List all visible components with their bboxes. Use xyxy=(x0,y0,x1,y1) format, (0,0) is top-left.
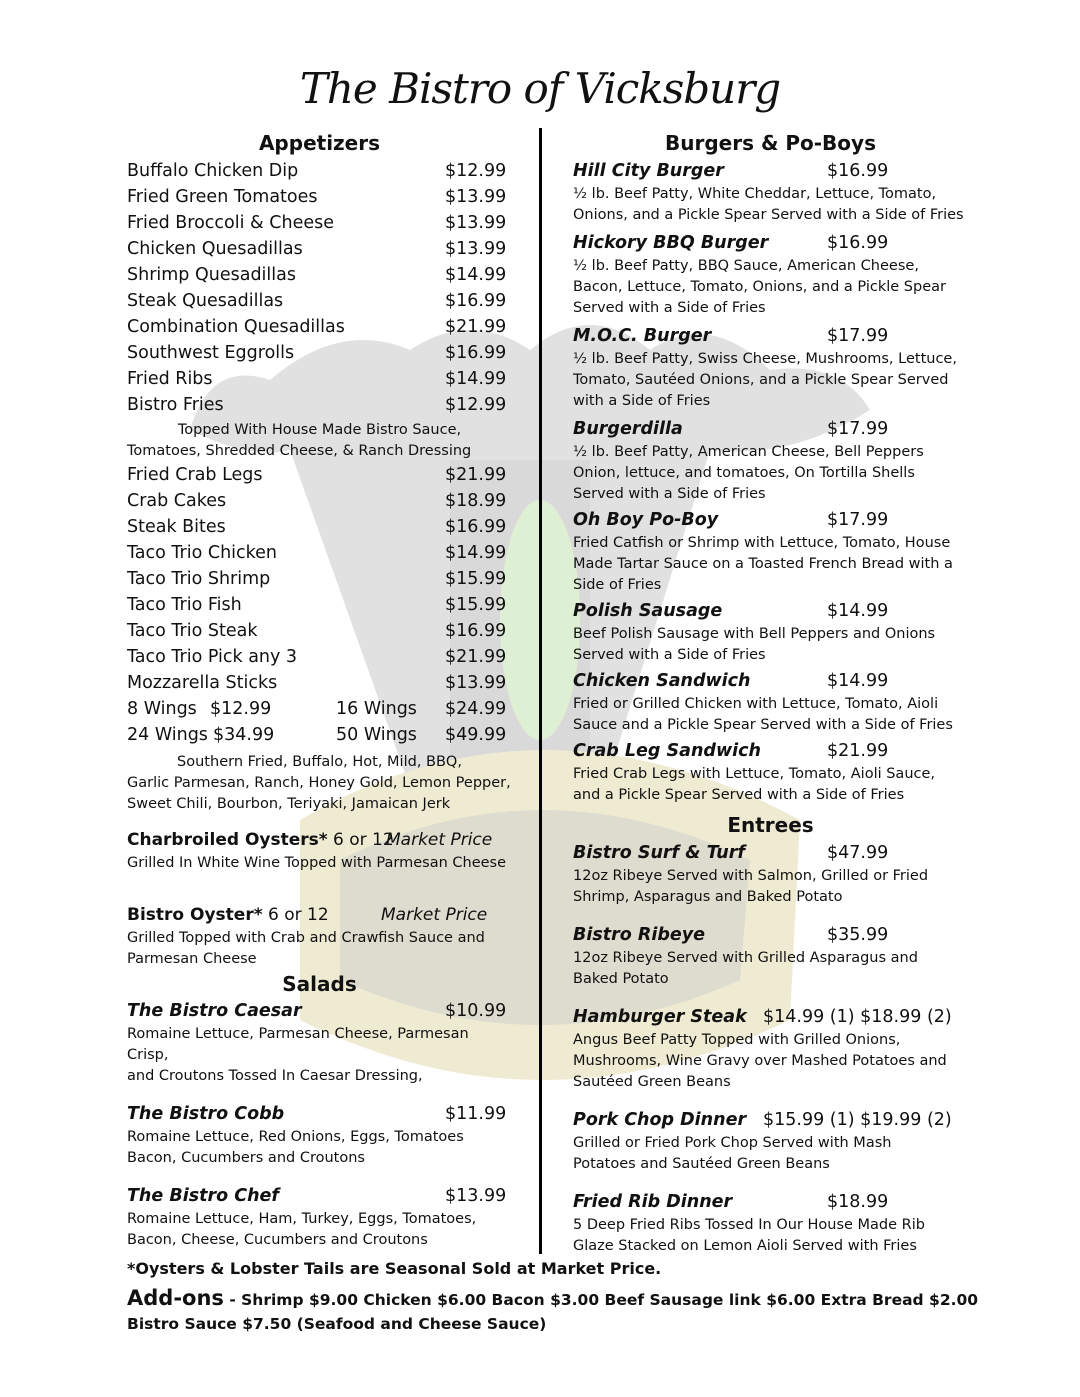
item-name: Hill City Burger xyxy=(573,161,724,181)
item-name: Buffalo Chicken Dip xyxy=(127,161,299,181)
item-price: $15.99 xyxy=(445,595,507,615)
item-name: Polish Sausage xyxy=(573,601,723,621)
item-price: $12.99 xyxy=(445,395,507,415)
menu-item xyxy=(573,668,968,736)
item-name: Burgerdilla xyxy=(573,419,683,439)
menu-item xyxy=(127,314,512,340)
item-title xyxy=(573,738,968,764)
menu-item xyxy=(127,158,512,184)
menu-item xyxy=(573,598,968,666)
menu-item xyxy=(573,840,968,908)
menu-item xyxy=(573,158,968,226)
item-name: Bistro Surf & Turf xyxy=(573,843,746,863)
item-name: Southwest Eggrolls xyxy=(127,343,295,363)
menu-item xyxy=(127,262,512,288)
item-price: $17.99 xyxy=(827,419,889,439)
item-name: Shrimp Quesadillas xyxy=(127,265,296,285)
item-title xyxy=(573,598,968,624)
item-price: $16.99 xyxy=(445,343,507,363)
menu-item xyxy=(127,540,512,566)
item-price: $10.99 xyxy=(445,1001,507,1021)
wings-qty: 24 Wings xyxy=(127,725,208,745)
item-name: The Bistro Cobb xyxy=(127,1104,285,1124)
item-name: The Bistro Caesar xyxy=(127,1001,302,1021)
item-name: Combination Quesadillas xyxy=(127,317,345,337)
wings-price: $12.99 xyxy=(210,699,272,719)
item-name: Steak Quesadillas xyxy=(127,291,284,311)
menu-item xyxy=(573,1004,968,1093)
menu-item xyxy=(573,230,968,319)
item-description: Romaine Lettuce, Ham, Turkey, Eggs, Tomatoes, Bacon, Cheese, Cucumbers and Croutons xyxy=(127,1211,477,1248)
item-price: $14.99 xyxy=(445,543,507,563)
item-title xyxy=(573,1189,968,1215)
wings-price: $34.99 xyxy=(213,725,275,745)
item-price: $18.99 xyxy=(445,491,507,511)
charbroiled-oysters: Charbroiled Oysters* 6 or 12 Market Price xyxy=(127,830,493,850)
item-price: $21.99 xyxy=(445,465,507,485)
item-title xyxy=(573,507,968,533)
entrees-heading: Entrees xyxy=(727,813,814,837)
item-price: $15.99 (1) $19.99 (2) xyxy=(763,1110,952,1130)
column-divider xyxy=(539,128,542,1254)
bistro-oyster-desc: Grilled Topped with Crab and Crawfish Sauce and Parmesan Cheese xyxy=(127,930,485,967)
item-description: Fried or Grilled Chicken with Lettuce, Tomato, Aioli Sauce and a Pickle Spear Served with a Side of Fries xyxy=(573,696,953,733)
item-price: $16.99 xyxy=(827,233,889,253)
menu-item xyxy=(127,236,512,262)
menu-item xyxy=(127,1101,512,1169)
item-name: Fried Ribs xyxy=(127,369,213,389)
item-name: Taco Trio Pick any 3 xyxy=(127,647,298,667)
menu-item xyxy=(127,488,512,514)
item-name: Hickory BBQ Burger xyxy=(573,233,769,253)
item-name: The Bistro Chef xyxy=(127,1186,280,1206)
salads-heading: Salads xyxy=(282,972,357,996)
bistro-oyster: Bistro Oyster* 6 or 12 Market Price xyxy=(127,905,488,925)
wings-qty: 16 Wings xyxy=(336,699,417,719)
menu-item xyxy=(127,566,512,592)
item-price: $14.99 xyxy=(445,369,507,389)
item-price: $16.99 xyxy=(445,517,507,537)
item-name: Hamburger Steak xyxy=(573,1007,747,1027)
appetizers-heading: Appetizers xyxy=(258,131,381,155)
item-price: $21.99 xyxy=(445,317,507,337)
item-title xyxy=(573,1107,968,1133)
menu-item xyxy=(573,1189,968,1257)
item-price: $11.99 xyxy=(445,1104,507,1124)
item-price: $14.99 xyxy=(827,671,889,691)
item-title xyxy=(573,1004,968,1030)
item-description: Romaine Lettuce, Parmesan Cheese, Parmesan Crisp, and Croutons Tossed In Caesar Dressing, xyxy=(127,1026,469,1084)
menu-item xyxy=(127,644,512,670)
item-name: Bistro Fries xyxy=(127,395,224,415)
item-name: Crab Leg Sandwich xyxy=(573,741,761,761)
item-name: Crab Cakes xyxy=(127,491,227,511)
item-name: Fried Green Tomatoes xyxy=(127,187,318,207)
item-price: $14.99 xyxy=(827,601,889,621)
item-price: $16.99 xyxy=(827,161,889,181)
item-price: $13.99 xyxy=(445,213,507,233)
wings-price: $24.99 xyxy=(445,699,507,719)
item-title xyxy=(573,668,968,694)
item-description: Fried Crab Legs with Lettuce, Tomato, Aioli Sauce, and a Pickle Spear Served with a Side of Fries xyxy=(573,766,936,803)
item-name: Fried Rib Dinner xyxy=(573,1192,733,1212)
item-name: Chicken Sandwich xyxy=(573,671,751,691)
addons: Add-ons - Shrimp $9.00 Chicken $6.00 Bacon $3.00 Beef Sausage link $6.00 Extra Bread $2.00 Bistro Sauce $7.50 (Seafood and Cheese Sauce) xyxy=(127,1286,979,1333)
wings-note: Southern Fried, Buffalo, Hot, Mild, BBQ, Garlic Parmesan, Ranch, Honey Gold, Lemon Pepper, Sweet Chili, Bourbon, Teriyaki, Jamaican Jerk xyxy=(127,754,511,812)
item-price: $14.99 xyxy=(445,265,507,285)
item-name: Chicken Quesadillas xyxy=(127,239,303,259)
item-name: Taco Trio Steak xyxy=(127,621,258,641)
item-price: $13.99 xyxy=(445,673,507,693)
right-column xyxy=(573,128,968,1257)
menu-item xyxy=(127,340,512,366)
item-title xyxy=(127,1101,512,1127)
menu-item xyxy=(573,738,968,806)
item-title xyxy=(573,323,968,349)
item-price: $21.99 xyxy=(827,741,889,761)
item-price: $13.99 xyxy=(445,1186,507,1206)
item-name: Oh Boy Po-Boy xyxy=(573,510,719,530)
menu-item xyxy=(127,392,512,418)
page-title: The Bistro of Vicksburg xyxy=(299,64,781,113)
item-title xyxy=(573,158,968,184)
item-description: ½ lb. Beef Patty, American Cheese, Bell Peppers Onion, lettuce, and tomatoes, On Tortilla Shells Served with a Side of Fries xyxy=(573,444,924,502)
menu-item xyxy=(127,366,512,392)
item-name: Bistro Ribeye xyxy=(573,925,706,945)
item-price: $18.99 xyxy=(827,1192,889,1212)
item-description: Angus Beef Patty Topped with Grilled Onions, Mushrooms, Wine Gravy over Mashed Potatoes and Sautéed Green Beans xyxy=(573,1032,947,1090)
wings-price: $49.99 xyxy=(445,725,507,745)
item-description: Grilled or Fried Pork Chop Served with Mash Potatoes and Sautéed Green Beans xyxy=(573,1135,892,1172)
charbroiled-oysters-desc: Grilled In White Wine Topped with Parmesan Cheese xyxy=(127,855,507,871)
item-title xyxy=(127,998,512,1024)
wings-qty: 8 Wings xyxy=(127,699,197,719)
item-price: $17.99 xyxy=(827,326,889,346)
menu-item xyxy=(127,998,512,1087)
menu-item xyxy=(573,416,968,505)
menu-item xyxy=(127,618,512,644)
item-title xyxy=(573,922,968,948)
menu-item xyxy=(573,507,968,596)
item-description: Fried Catfish or Shrimp with Lettuce, Tomato, House Made Tartar Sauce on a Toasted French Bread with a Side of Fries xyxy=(573,535,953,593)
item-name: Taco Trio Chicken xyxy=(127,543,278,563)
item-name: Taco Trio Fish xyxy=(127,595,242,615)
item-description: 12oz Ribeye Served with Grilled Asparagus and Baked Potato xyxy=(573,950,918,987)
item-description: ½ lb. Beef Patty, Swiss Cheese, Mushrooms, Lettuce, Tomato, Sautéed Onions, and a Pickle Spear Served with a Side of Fries xyxy=(573,351,957,409)
left-column xyxy=(127,128,512,1251)
item-title xyxy=(127,1183,512,1209)
item-title xyxy=(573,416,968,442)
item-price: $35.99 xyxy=(827,925,889,945)
item-price: $14.99 (1) $18.99 (2) xyxy=(763,1007,952,1027)
item-title xyxy=(573,840,968,866)
item-price: $12.99 xyxy=(445,161,507,181)
item-price: $16.99 xyxy=(445,621,507,641)
menu-item xyxy=(127,288,512,314)
menu-item xyxy=(573,1107,968,1175)
item-price: $21.99 xyxy=(445,647,507,667)
item-description: Romaine Lettuce, Red Onions, Eggs, Tomatoes Bacon, Cucumbers and Croutons xyxy=(127,1129,464,1166)
item-name: Taco Trio Shrimp xyxy=(127,569,271,589)
item-description: Beef Polish Sausage with Bell Peppers and Onions Served with a Side of Fries xyxy=(573,626,936,663)
wings-qty: 50 Wings xyxy=(336,725,417,745)
item-price: $13.99 xyxy=(445,187,507,207)
menu-item xyxy=(127,514,512,540)
item-description: ½ lb. Beef Patty, BBQ Sauce, American Cheese, Bacon, Lettuce, Tomato, Onions, and a Pickle Spear Served with a Side of Fries xyxy=(573,258,946,316)
item-name: Fried Crab Legs xyxy=(127,465,263,485)
menu-item xyxy=(127,670,512,696)
oysters-note: *Oysters & Lobster Tails are Seasonal Sold at Market Price. xyxy=(127,1259,662,1278)
item-name: Pork Chop Dinner xyxy=(573,1110,747,1130)
item-price: $13.99 xyxy=(445,239,507,259)
item-title xyxy=(573,230,968,256)
menu-item xyxy=(127,210,512,236)
item-description: 12oz Ribeye Served with Salmon, Grilled or Fried Shrimp, Asparagus and Baked Potato xyxy=(573,868,929,905)
menu-item xyxy=(127,1183,512,1251)
menu-item xyxy=(127,462,512,488)
fries-note: Topped With House Made Bistro Sauce, Tomatoes, Shredded Cheese, & Ranch Dressing xyxy=(127,422,472,459)
item-price: $17.99 xyxy=(827,510,889,530)
item-name: Mozzarella Sticks xyxy=(127,673,278,693)
item-description: ½ lb. Beef Patty, White Cheddar, Lettuce, Tomato, Onions, and a Pickle Spear Served with a Side of Fries xyxy=(573,186,964,223)
menu-item xyxy=(127,592,512,618)
item-price: $47.99 xyxy=(827,843,889,863)
item-price: $15.99 xyxy=(445,569,507,589)
item-name: Fried Broccoli & Cheese xyxy=(127,213,334,233)
item-price: $16.99 xyxy=(445,291,507,311)
item-name: M.O.C. Burger xyxy=(573,326,712,346)
wings-row xyxy=(127,722,512,748)
burgers-heading: Burgers & Po-Boys xyxy=(665,131,876,155)
menu-item xyxy=(573,922,968,990)
wings-row xyxy=(127,696,512,722)
item-name: Steak Bites xyxy=(127,517,226,537)
item-description: 5 Deep Fried Ribs Tossed In Our House Made Rib Glaze Stacked on Lemon Aioli Served with Fries xyxy=(573,1217,925,1254)
menu-item xyxy=(127,184,512,210)
menu-item xyxy=(573,323,968,412)
